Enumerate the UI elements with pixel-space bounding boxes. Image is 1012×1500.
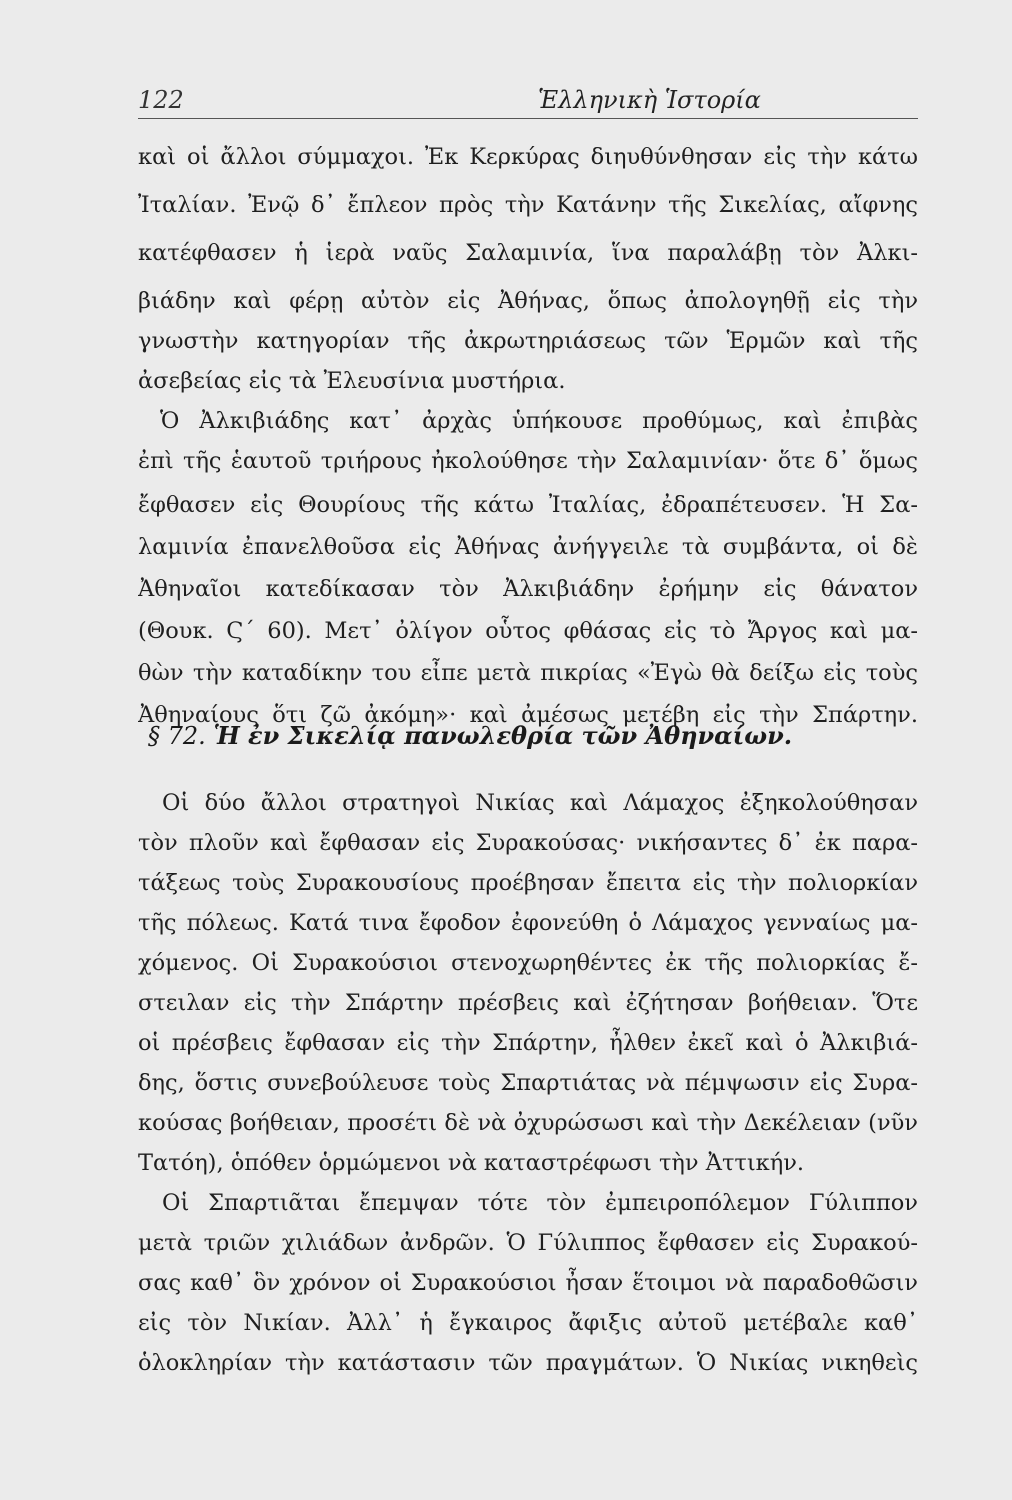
text-line: Ὁ Ἀλκιβιάδης κατ᾽ ἀρχὰς ὑπήκουσε προθύμως, καὶ ἐπιβὰς [160, 408, 918, 434]
section-title: Ἡ ἐν Σικελίᾳ πανωλεθρία τῶν Ἀθηναίων. [213, 721, 793, 750]
page-number: 122 [138, 86, 184, 114]
text-line: Ἀθηναίους ὅτι ζῶ ἀκόμη»· καὶ ἀμέσως μετέβη εἰς τὴν Σπάρτην. [138, 702, 918, 728]
running-title: Ἑλληνικὴ Ἱστορία [538, 86, 761, 114]
section-heading [148, 716, 918, 756]
text-line: τάξεως τοὺς Συρακουσίους προέβησαν ἔπειτα εἰς τὴν πολιορκίαν [138, 870, 918, 896]
page-header [138, 82, 918, 119]
text-line: τὸν πλοῦν καὶ ἔφθασαν εἰς Συρακούσας· νικήσαντες δ᾽ ἐκ παρα- [138, 830, 918, 856]
text-line: Ἀθηναῖοι κατεδίκασαν τὸν Ἀλκιβιάδην ἐρήμην εἰς θάνατον [138, 576, 918, 602]
text-line: ἐπὶ τῆς ἑαυτοῦ τριήρους ἠκολούθησε τὴν Σαλαμινίαν· ὅτε δ᾽ ὅμως [138, 448, 918, 474]
text-line: ἔφθασεν εἰς Θουρίους τῆς κάτω Ἰταλίας, ἐδραπέτευσεν. Ἡ Σα- [138, 492, 918, 518]
text-line: γνωστὴν κατηγορίαν τῆς ἀκρωτηριάσεως τῶν Ἑρμῶν καὶ τῆς [138, 328, 918, 354]
text-line: εἰς τὸν Νικίαν. Ἀλλ᾽ ἡ ἔγκαιρος ἄφιξις αὐτοῦ μετέβαλε καθ᾽ [138, 1310, 918, 1336]
text-line: Ἰταλίαν. Ἐνῷ δ᾽ ἔπλεον πρὸς τὴν Κατάνην τῆς Σικελίας, αἴφνης [138, 192, 918, 218]
text-line: κούσας βοήθειαν, προσέτι δὲ νὰ ὀχυρώσωσι καὶ τὴν Δεκέλειαν (νῦν [138, 1110, 918, 1136]
text-line: κατέφθασεν ἡ ἱερὰ ναῦς Σαλαμινία, ἵνα παραλάβῃ τὸν Ἀλκι- [138, 240, 918, 266]
text-line: στειλαν εἰς τὴν Σπάρτην πρέσβεις καὶ ἐζήτησαν βοήθειαν. Ὅτε [138, 990, 918, 1016]
text-line: Τατόη), ὁπόθεν ὁρμώμενοι νὰ καταστρέφωσι τὴν Ἀττικήν. [138, 1150, 805, 1176]
text-line: οἱ πρέσβεις ἔφθασαν εἰς τὴν Σπάρτην, ἦλθεν ἐκεῖ καὶ ὁ Ἀλκιβιά- [138, 1030, 918, 1056]
text-line: δης, ὅστις συνεβούλευσε τοὺς Σπαρτιάτας νὰ πέμψωσιν εἰς Συρα- [138, 1070, 918, 1096]
text-line: καὶ οἱ ἄλλοι σύμμαχοι. Ἐκ Κερκύρας διηυθύνθησαν εἰς τὴν κάτω [138, 144, 918, 170]
text-line: λαμινία ἐπανελθοῦσα εἰς Ἀθήνας ἀνήγγειλε τὰ συμβάντα, οἱ δὲ [138, 534, 918, 560]
text-line: τῆς πόλεως. Κατά τινα ἔφοδον ἐφονεύθη ὁ Λάμαχος γενναίως μα- [138, 910, 918, 936]
text-line: ἀσεβείας εἰς τὰ Ἐλευσίνια μυστήρια. [138, 368, 566, 394]
text-line: μετὰ τριῶν χιλιάδων ἀνδρῶν. Ὁ Γύλιππος ἔφθασεν εἰς Συρακού- [138, 1230, 918, 1256]
text-line: ὁλοκληρίαν τὴν κατάστασιν τῶν πραγμάτων. Ὁ Νικίας νικηθεὶς [138, 1350, 918, 1376]
text-line: θὼν τὴν καταδίκην του εἶπε μετὰ πικρίας «Ἐγὼ θὰ δείξω εἰς τοὺς [138, 660, 918, 686]
text-line: βιάδην καὶ φέρῃ αὐτὸν εἰς Ἀθήνας, ὅπως ἀπολογηθῇ εἰς τὴν [138, 288, 918, 314]
text-line: (Θουκ. Ϛ´ 60). Μετ᾽ ὀλίγον οὗτος φθάσας εἰς τὸ Ἄργος καὶ μα- [138, 618, 918, 644]
text-line: Οἱ Σπαρτιᾶται ἔπεμψαν τότε τὸν ἐμπειροπόλεμον Γύλιππον [162, 1190, 918, 1216]
text-line: Οἱ δύο ἄλλοι στρατηγοὶ Νικίας καὶ Λάμαχος ἐξηκολούθησαν [162, 790, 918, 816]
text-line: σας καθ᾽ ὃν χρόνον οἱ Συρακούσιοι ἦσαν ἕτοιμοι νὰ παραδοθῶσιν [138, 1270, 918, 1296]
text-line: χόμενος. Οἱ Συρακούσιοι στενοχωρηθέντες ἐκ τῆς πολιορκίας ἔ- [138, 950, 918, 976]
section-number: § 72. [148, 722, 206, 750]
